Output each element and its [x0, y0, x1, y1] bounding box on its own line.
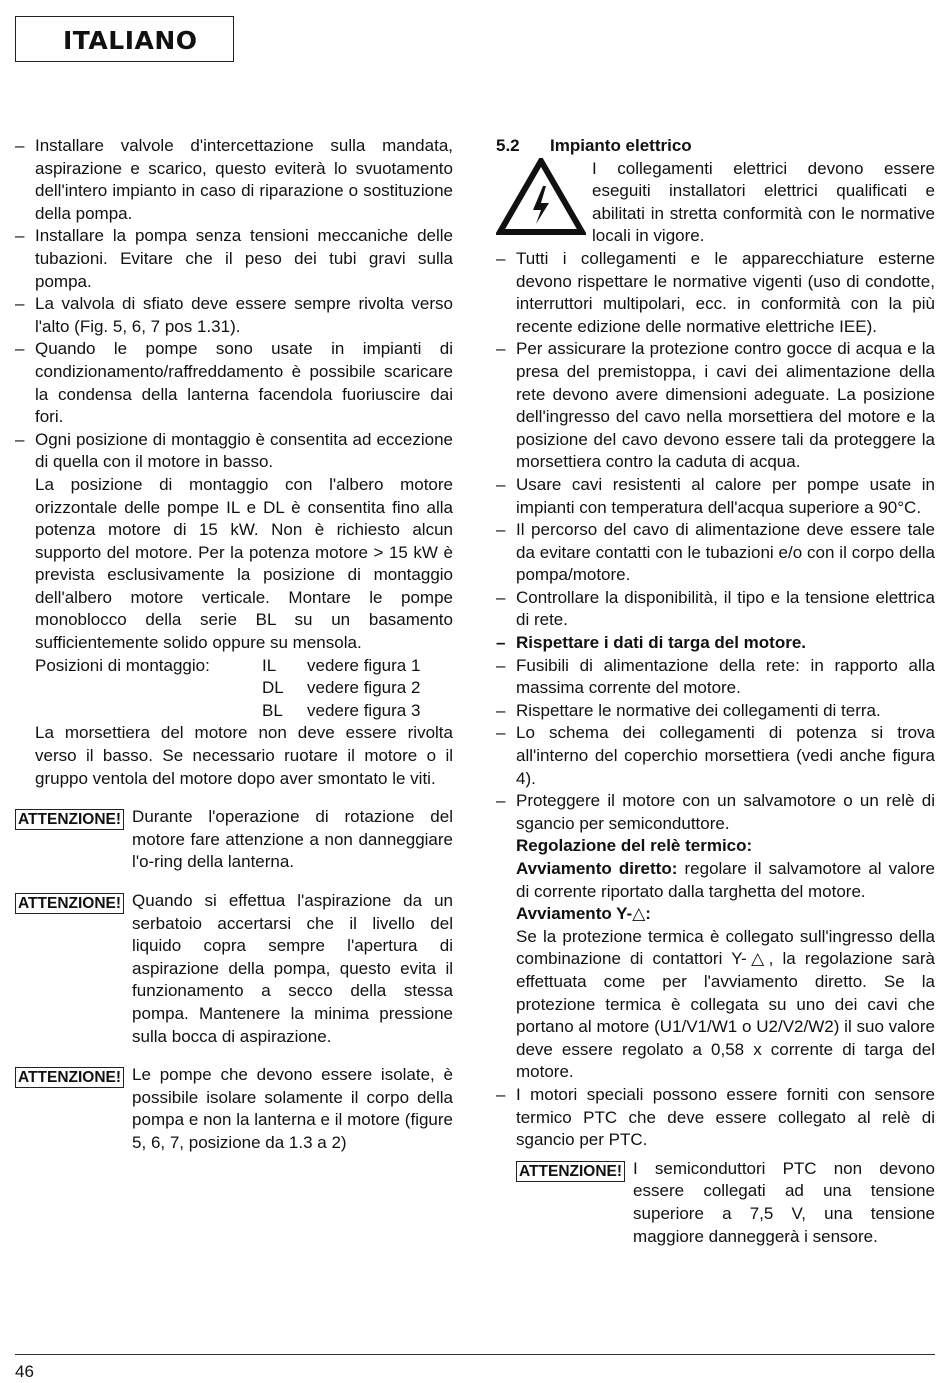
- list-item: – Controllare la disponibilità, il tipo e la tensione elettrica di rete.: [496, 587, 935, 632]
- mounting-code: BL: [262, 700, 283, 720]
- warning-text: Durante l'operazione di rotazione del motore fare attenzione a non danneggiare l'o-ring della lanterna.: [132, 807, 453, 872]
- list-item: – Rispettare le normative dei collegamenti di terra.: [496, 700, 935, 723]
- high-voltage-warning-icon: [496, 158, 592, 248]
- mounting-label: Posizioni di montaggio:: [35, 655, 210, 675]
- direct-start: [496, 858, 935, 903]
- list-item: – Tutti i collegamenti e le apparecchiature esterne devono rispettare le normative vigenti (uso di condotte, interruttori multipolari, ecc. in conformità con la più recente edizione delle normative elettriche IEE).: [496, 248, 935, 338]
- list-item: – Il percorso del cavo di alimentazione deve essere tale da evitare contatti con le tubazioni e/o con il corpo della pompa/motore.: [496, 519, 935, 587]
- list-item: – Installare la pompa senza tensioni meccaniche delle tubazioni. Evitare che il peso dei tubi gravi sulla pompa.: [15, 225, 453, 293]
- mounting-ref: vedere figura 3: [307, 700, 421, 720]
- section-number: 5.2: [496, 136, 520, 155]
- warning-text: Quando si effettua l'aspirazione da un serbatoio accertarsi che il livello del liquido copra sempre l'apertura di aspirazione della pompa, questo evita il funzionamento a secco della stessa pompa. Mantenere la minima pressione sulla bocca di aspirazione.: [132, 891, 453, 1046]
- mounting-row: [15, 677, 453, 700]
- list-item: – I motori speciali possono essere forniti con sensore termico PTC che deve essere collegato al relè di sgancio per PTC.: [496, 1084, 935, 1152]
- paragraph: La posizione di montaggio con l'albero motore orizzontale delle pompe IL e DL è consentita fino alla potenza motore di 15 kW. Non è richiesto alcun supporto del motore. Per la potenza motore > 15 kW è prevista esclusivamente la posizione di montaggio dell'albero motore verticale. Montare le pompe monoblocco della serie BL su un basamento sufficientemente solido oppure su mensola.: [35, 474, 453, 653]
- warning-badge: ATTENZIONE!: [15, 809, 124, 830]
- list-item: – Lo schema dei collegamenti di potenza si trova all'interno del coperchio morsettiera (vedi anche figura 4).: [496, 722, 935, 790]
- section-title: Impianto elettrico: [550, 136, 692, 155]
- intro-text: I collegamenti elettrici devono essere eseguiti installatori elettrici qualificati e abilitati in stretta conformità con le normative locali in vigore.: [592, 158, 935, 246]
- right-column: [496, 135, 935, 1248]
- star-delta-text: Se la protezione termica è collegato sull'ingresso della combinazione di contattori Y-△, la regolazione sarà effettuata come per l'avviamento diretto. Se la protezione termica è collegata su uno dei cavi che portano al motore (U1/V1/W1 o U2/V2/W2) il suo valore deve essere regolato a 0,58 x corrente di targa del motore.: [516, 926, 935, 1082]
- warning-badge: ATTENZIONE!: [15, 1067, 124, 1088]
- mounting-row: [15, 700, 453, 723]
- left-column: [15, 135, 453, 1155]
- list-item: – Proteggere il motore con un salvamotore o un relè di sgancio per semiconduttore.: [496, 790, 935, 835]
- warning-block: [496, 1158, 935, 1248]
- direct-start-label: Avviamento diretto:: [516, 859, 678, 878]
- warning-text: I semiconduttori PTC non devono essere collegati ad una tensione superiore a 7,5 V, una tensione maggiore danneggerà i sensore.: [633, 1158, 935, 1246]
- star-delta-label: Avviamento Y-△:: [516, 904, 651, 924]
- list-item: – Fusibili di alimentazione della rete: in rapporto alla massima corrente del motore.: [496, 655, 935, 700]
- warning-block: [15, 806, 453, 874]
- mounting-ref: vedere figura 1: [307, 655, 421, 675]
- mounting-code: DL: [262, 678, 284, 698]
- mounting-row: [15, 655, 453, 678]
- list-item: – Usare cavi resistenti al calore per pompe usate in impianti con temperatura dell'acqua superiore a 90°C.: [496, 474, 935, 519]
- mounting-code: IL: [262, 655, 277, 675]
- paragraph: La morsettiera del motore non deve essere rivolta verso il basso. Se necessario ruotare il motore o il gruppo ventola del motore dopo aver smontato le viti.: [35, 723, 453, 788]
- warning-text: Le pompe che devono essere isolate, è possibile isolare solamente il corpo della pompa e non la lanterna e il motore (figure 5, 6, 7, posizione da 1.3 a 2): [132, 1065, 453, 1152]
- warning-block: [15, 1064, 453, 1154]
- thermal-title: Regolazione del relè termico:: [516, 836, 753, 856]
- section-heading: [496, 135, 935, 158]
- warning-block: [15, 890, 453, 1048]
- list-item-bold: – Rispettare i dati di targa del motore.: [496, 632, 935, 655]
- page-number: 46: [15, 1362, 34, 1381]
- mounting-ref: vedere figura 2: [307, 678, 421, 698]
- electrical-intro: [496, 158, 935, 248]
- list-item: – Per assicurare la protezione contro gocce di acqua e la presa del premistoppa, i cavi dei alimentazione della rete devono avere dimensioni adeguate. La posizione dell'ingresso del cavo nella morsettiera del motore e la posizione del cavo devono essere tali da proteggere la morsettiera contro la caduta di acqua.: [496, 338, 935, 474]
- list-item: – Installare valvole d'intercettazione sulla mandata, aspirazione e scarico, questo eviterà lo svuotamento dell'intero impianto in caso di riparazione o sostituzione della pompa.: [15, 135, 453, 225]
- warning-badge: ATTENZIONE!: [516, 1161, 625, 1182]
- warning-badge: ATTENZIONE!: [15, 893, 124, 914]
- list-item: – Quando le pompe sono usate in impianti di condizionamento/raffreddamento è possibile scaricare la condensa della lanterna facendola fuoriuscire dai fori.: [15, 338, 453, 428]
- language-label: ITALIANO: [15, 16, 234, 62]
- list-item: – La valvola di sfiato deve essere sempre rivolta verso l'alto (Fig. 5, 6, 7 pos 1.31).: [15, 293, 453, 338]
- footer-divider: [15, 1354, 935, 1355]
- direct-start-text: regolare il salvamotore al valore di corrente riportato dalla targhetta del motore.: [516, 859, 935, 901]
- list-item: – Ogni posizione di montaggio è consentita ad eccezione di quella con il motore in basso.: [15, 429, 453, 474]
